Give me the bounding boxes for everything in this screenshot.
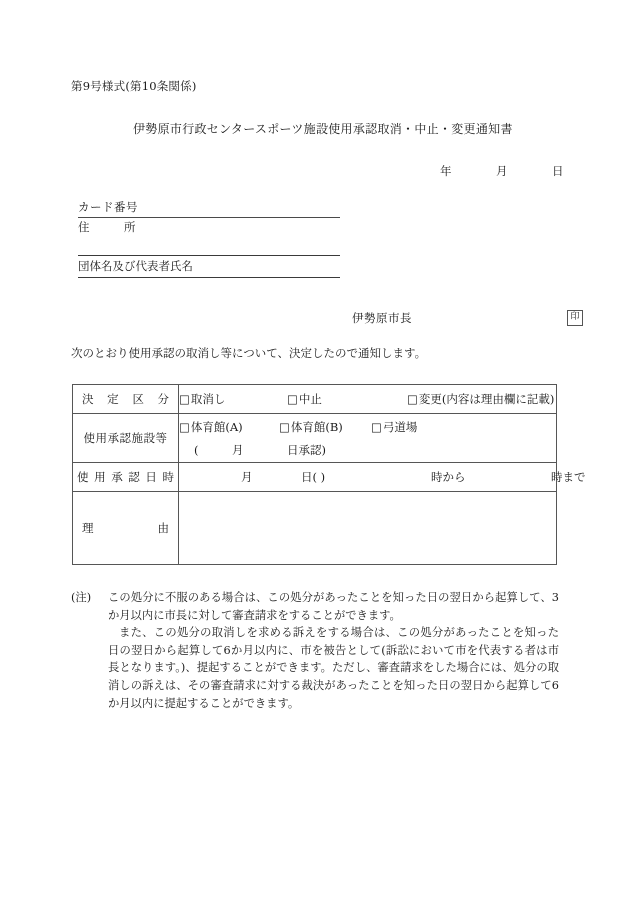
issuer-line (352, 310, 583, 327)
group-name-label-row (78, 256, 340, 277)
datetime-to-label: 時まで (551, 470, 586, 484)
facility-label-cell (73, 414, 179, 463)
approval-paren-open: ( (194, 442, 199, 457)
checkbox-option-gym-b-label: 体育館(B) (290, 419, 343, 434)
footnote-body (108, 589, 559, 712)
decision-label-char-1: 決 (82, 392, 94, 406)
date-month-label: 月 (496, 164, 508, 178)
footnote-row (71, 589, 559, 712)
checkbox-option-gym-a[interactable] (179, 419, 279, 435)
decision-label (73, 391, 178, 407)
address-label-2: 所 (124, 220, 136, 234)
datetime-label-char-3: 承 (111, 470, 123, 484)
decision-label-cell (73, 385, 179, 414)
footnote-paragraph-1: この処分に不服のある場合は、この処分があったことを知った日の翌日から起算して、3か月以内に市長に対して審査請求をすることができます。 (108, 591, 559, 622)
datetime-label-char-4: 認 (128, 470, 140, 484)
decision-label-char-2: 定 (107, 392, 119, 406)
facility-label: 使用承認施設等 (83, 431, 168, 445)
card-number-label: カード番号 (78, 200, 138, 214)
checkbox-icon: □ (279, 419, 290, 434)
form-number: 第9号様式(第10条関係) (71, 79, 197, 93)
checkbox-icon: □ (287, 392, 298, 406)
addressee-block (78, 198, 340, 278)
address-write-space (78, 237, 340, 255)
reason-label (73, 520, 178, 536)
datetime-label-char-1: 使 (77, 470, 89, 484)
checkbox-icon: □ (179, 419, 190, 434)
checkbox-option-kyudojo-label: 弓道場 (382, 419, 418, 434)
decision-label-char-3: 区 (132, 392, 144, 406)
facility-options (179, 419, 556, 435)
reason-label-cell (73, 492, 179, 565)
table-row-facility (73, 414, 557, 463)
checkbox-icon: □ (179, 392, 190, 406)
table-row-decision (73, 385, 557, 414)
decision-value-cell (179, 385, 557, 414)
datetime-label-char-5: 日 (145, 470, 157, 484)
card-number-row (78, 198, 340, 218)
issue-date-line (440, 163, 572, 179)
datetime-value-cell (179, 463, 586, 492)
date-year-label: 年 (440, 164, 452, 178)
group-name-underline (78, 277, 340, 278)
page-title: 伊勢原市行政センタースポーツ施設使用承認取消・中止・変更通知書 (133, 122, 513, 136)
checkbox-icon: □ (407, 392, 418, 406)
datetime-day-label: 日( ) (301, 470, 326, 484)
checkbox-option-change[interactable] (407, 391, 554, 407)
reason-value-cell[interactable] (179, 492, 557, 565)
facility-approval-date-line (179, 442, 556, 458)
footnote (71, 589, 559, 712)
approval-month-label: 月 (232, 442, 244, 457)
address-row (78, 218, 340, 237)
checkbox-option-gym-a-label: 体育館(A) (190, 419, 243, 434)
checkbox-icon: □ (371, 419, 382, 434)
facility-value-cell (179, 414, 557, 463)
checkbox-option-cancel[interactable] (179, 391, 287, 407)
table-row-datetime (73, 463, 557, 492)
checkbox-option-kyudojo[interactable] (371, 419, 417, 435)
checkbox-option-stop[interactable] (287, 391, 407, 407)
datetime-from-label: 時から (431, 470, 466, 484)
checkbox-option-stop-label: 中止 (298, 392, 322, 406)
decision-label-char-4: 分 (157, 392, 169, 406)
datetime-month-label: 月 (241, 470, 253, 484)
reason-label-char-1: 理 (82, 521, 94, 535)
checkbox-option-gym-b[interactable] (279, 419, 371, 435)
footnote-paragraph-2: また、この処分の取消しを求める訴えをする場合は、この処分があったことを知った日の翌日から起算して6か月以内に、市を被告として(訴訟において市を代表する者は市長となります。)、提起することができます。ただし、審査請求をした場合には、処分の取消しの訴えは、その審査請求に対する裁決があったことを知った日の翌日から起算して6か月以内に提起することができます。 (108, 626, 559, 710)
datetime-label-char-6: 時 (162, 470, 174, 484)
approval-day-label: 日承認) (287, 442, 326, 457)
table-row-reason (73, 492, 557, 565)
group-name-label: 団体名及び代表者氏名 (78, 259, 193, 273)
notification-table (72, 384, 586, 565)
issuer-name: 伊勢原市長 (352, 311, 412, 325)
lead-sentence: 次のとおり使用承認の取消し等について、決定したので通知します。 (71, 346, 427, 360)
datetime-fields (179, 469, 586, 485)
reason-label-char-2: 由 (157, 521, 169, 535)
decision-options (179, 391, 556, 407)
date-day-label: 日 (552, 164, 564, 178)
datetime-label-cell (73, 463, 179, 492)
checkbox-option-change-label: 変更(内容は理由欄に記載) (418, 392, 555, 406)
checkbox-option-cancel-label: 取消し (190, 392, 226, 406)
footnote-marker: (注) (71, 591, 92, 604)
datetime-label (73, 469, 178, 485)
datetime-label-char-2: 用 (94, 470, 106, 484)
address-label-1: 住 (78, 220, 90, 234)
seal-icon: 印 (567, 310, 583, 326)
